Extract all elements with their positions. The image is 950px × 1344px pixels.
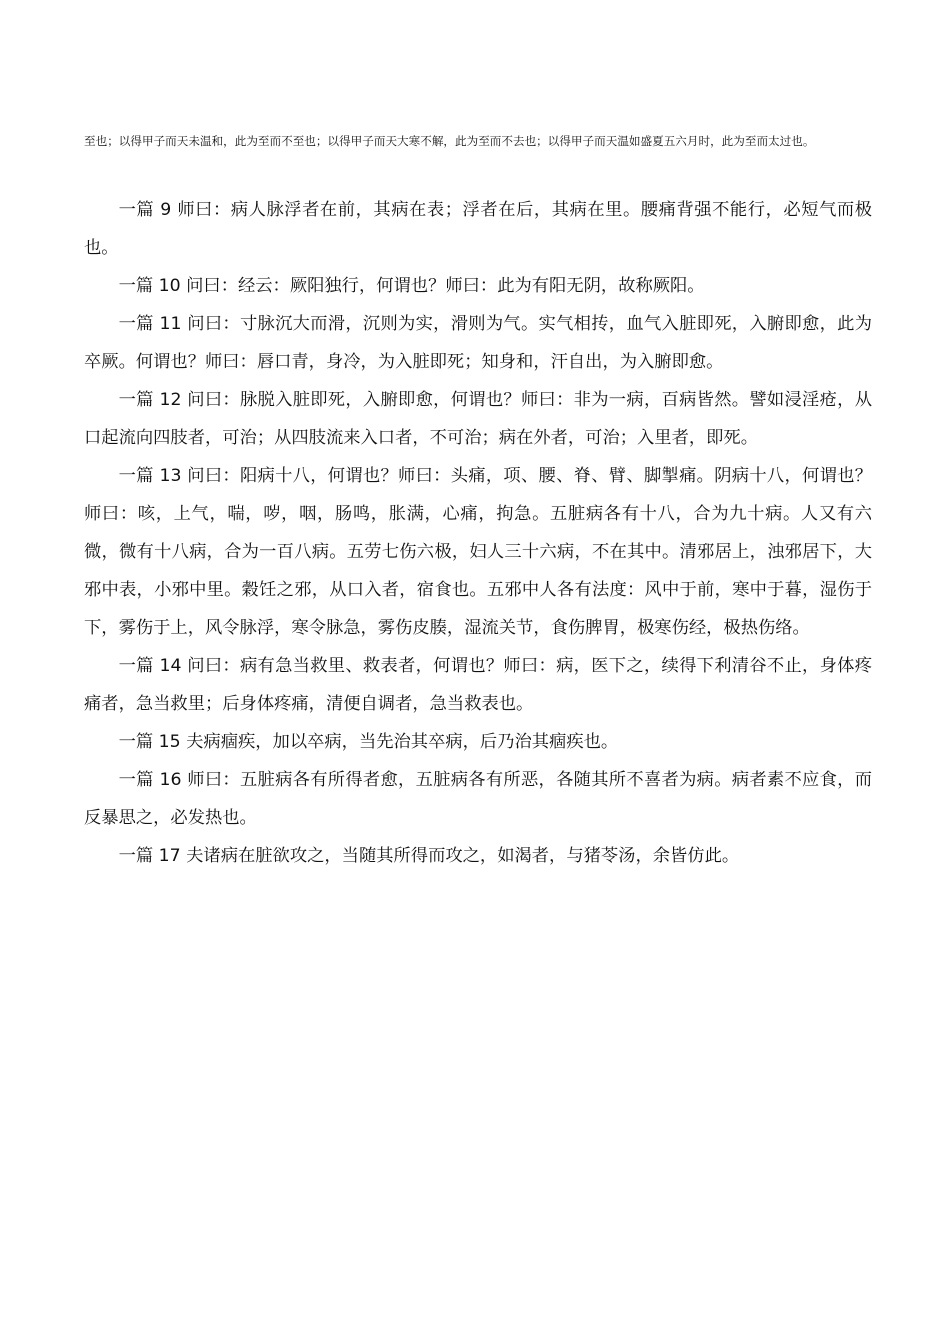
continued-footnote: 至也；以得甲子而天未温和，此为至而不至也；以得甲子而天大寒不解，此为至而不去也；以得甲子而天温如盛夏五六月时，此为至而太过也。 xyxy=(84,134,815,148)
paragraph-article-9: 一篇 9 师曰：病人脉浮者在前，其病在表；浮者在后，其病在里。腰痛背强不能行，必短气而极也。 xyxy=(84,200,872,258)
paragraph-article-16: 一篇 16 师曰：五脏病各有所得者愈，五脏病各有所恶，各随其所不喜者为病。病者素不应食，而反暴思之，必发热也。 xyxy=(84,770,872,828)
paragraph-article-15: 一篇 15 夫病痼疾，加以卒病，当先治其卒病，后乃治其痼疾也。 xyxy=(118,732,619,752)
paragraph-article-17: 一篇 17 夫诸病在脏欲攻之，当随其所得而攻之，如渴者，与猪苓汤，余皆仿此。 xyxy=(118,846,740,866)
paragraph-article-11: 一篇 11 问曰：寸脉沉大而滑，沉则为实，滑则为气。实气相抟，血气入脏即死，入腑即愈，此为卒厥。何谓也？师曰：唇口青，身冷，为入脏即死；知身和，汗自出，为入腑即愈。 xyxy=(84,314,872,372)
document-body xyxy=(84,191,872,875)
paragraph-article-14: 一篇 14 问曰：病有急当救里、救表者，何谓也？师曰：病，医下之，续得下利清谷不止，身体疼痛者，急当救里；后身体疼痛，清便自调者，急当救表也。 xyxy=(84,656,872,714)
paragraph-article-10: 一篇 10 问曰：经云：厥阳独行，何谓也？师曰：此为有阳无阴，故称厥阳。 xyxy=(118,276,705,296)
paragraph-article-13: 一篇 13 问曰：阳病十八，何谓也？师曰：头痛，项、腰、脊、臂、脚掣痛。阴病十八，何谓也？师曰：咳，上气，喘，哕，咽，肠鸣，胀满，心痛，拘急。五脏病各有十八，合为九十病。人又有六微，微有十八病，合为一百八病。五劳七伤六极，妇人三十六病，不在其中。清邪居上，浊邪居下，大邪中表，小邪中里。穀饪之邪，从口入者，宿食也。五邪中人各有法度：风中于前，寒中于暮，湿伤于下，雾伤于上，风令脉浮，寒令脉急，雾伤皮腠，湿流关节，食伤脾胃，极寒伤经，极热伤络。 xyxy=(84,466,872,638)
paragraph-article-12: 一篇 12 问曰：脉脱入脏即死，入腑即愈，何谓也？师曰：非为一病，百病皆然。譬如浸淫疮，从口起流向四肢者，可治；从四肢流来入口者，不可治；病在外者，可治；入里者，即死。 xyxy=(84,390,872,448)
